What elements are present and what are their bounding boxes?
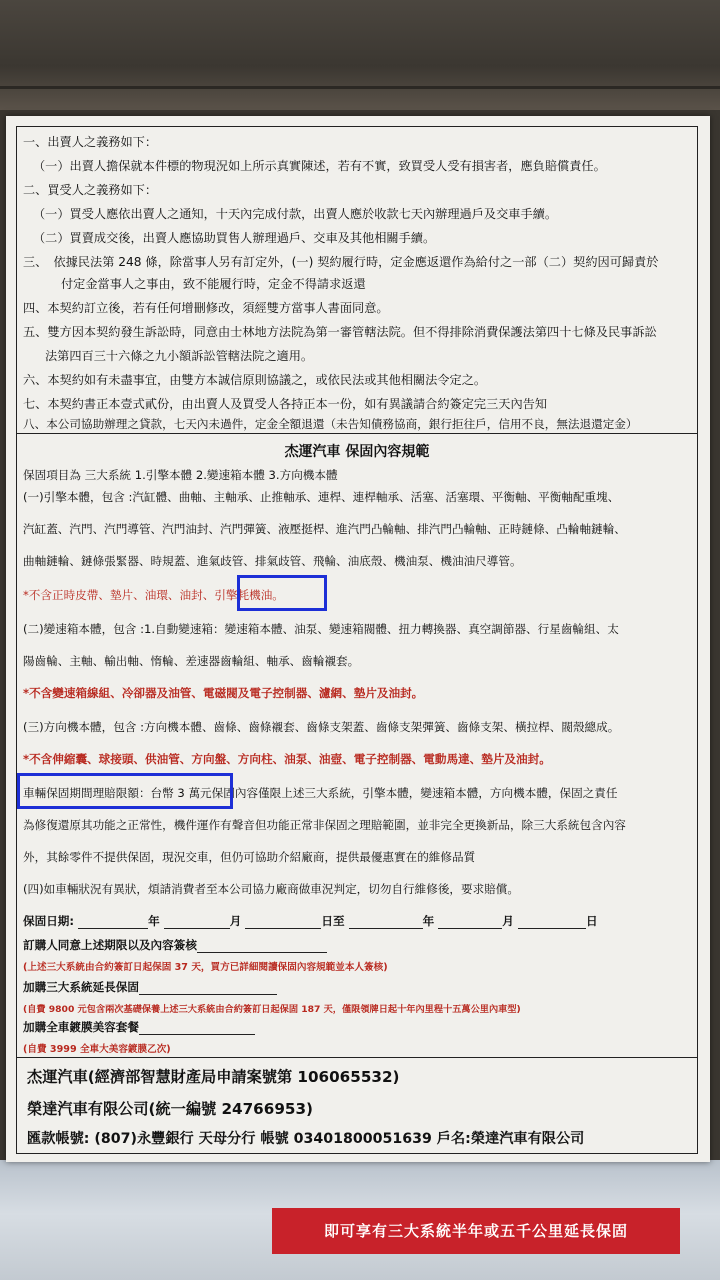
inspection-note: (四)如車輛狀況有異狀，煩請消費者至本公司協力廠商做車況判定，切勿自行維修後，要求賠償。 (23, 882, 519, 896)
agree-signature-field[interactable] (197, 940, 327, 953)
term-line: （一）出賣人擔保就本件標的物現況如上所示真實陳述，若有不實，致買受人受有損害者，應負賠償責任。 (33, 159, 606, 173)
claim-limit-line: 為修復還原其功能之正常性，機件運作有聲音但功能正常非保固之理賠範圍，並非完全更換新品，除三大系統包含內容 (23, 818, 626, 832)
term-line: 七、本契約書正本壹式貳份，由出賣人及買受人各持正本一份，如有異議請合約簽定完三天內告知 (23, 397, 548, 411)
claim-limit-line: 外，其餘零件不提供保固，現況交車，但仍可協助介紹廠商，提供最優惠實在的維修品質 (23, 850, 476, 864)
company-name-line: 杰運汽車(經濟部智慧財產局申請案號第 106065532) (27, 1068, 400, 1086)
month-field-end[interactable] (438, 916, 502, 929)
extension-signature-field[interactable] (139, 982, 277, 995)
transmission-parts-line: 陽齒輪、主軸、輸出軸、惰輪、差速器齒輪組、軸承、齒輪襯套。 (23, 654, 360, 668)
term-line: 法第四百三十六條之九小額訴訟管轄法院之適用。 (45, 349, 314, 363)
claim-limit-label: 車輛保固期間理賠限額：台幣 3 萬元 (23, 786, 212, 800)
term-line: 五、雙方因本契約發生訴訟時，同意由士林地方法院為第一審管轄法院。但不得排除消費保護法第四十七條及民事訴訟 (23, 325, 657, 339)
warranty-period-line (23, 913, 598, 929)
coating-line (23, 1019, 255, 1035)
engine-exclusion-text: *不含正時皮帶、墊片、油環、油封、 (23, 588, 215, 602)
year-field[interactable] (78, 916, 148, 929)
frame-edge (0, 86, 720, 89)
engine-parts-line: 汽缸蓋、汽門、汽門導管、汽門油封、汽門彈簧、液壓挺桿、進汽門凸輪軸、排汽門凸輪軸、正時鏈條、凸輪軸鏈輪、 (23, 522, 626, 536)
red-promo-sign: 即可享有三大系統半年或五千公里延長保固 (272, 1208, 680, 1254)
day-to-unit: 日至 (321, 914, 345, 928)
agree-line (23, 937, 327, 953)
term-line: （一）買受人應依出賣人之通知，十天內完成付款，出賣人應於收款七天內辦理過戶及交車手續。 (33, 207, 558, 221)
document-border (16, 126, 698, 1154)
engine-parts-line: (一)引擎本體，包含 :汽缸體、曲軸、主軸承、止推軸承、連桿、連桿軸承、活塞、活塞環、平衡軸、平衡軸配重塊、 (23, 490, 620, 504)
warranty-section (17, 433, 697, 1039)
transmission-parts-line: (二)變速箱本體，包含 :1.自動變速箱：變速箱本體、油泵、變速箱閥體、扭力轉換器、真空調節器、行星齒輪組、太 (23, 622, 619, 636)
bank-account-line: 匯款帳號: (807)永豐銀行 天母分行 帳號 03401800051639 戶名:榮達汽車有限公司 (27, 1131, 585, 1147)
month-field[interactable] (164, 916, 230, 929)
steering-exclusions: *不含伸縮囊、球接頭、供油管、方向盤、方向柱、油泵、油壺、電子控制器、電動馬達、墊片及油封。 (23, 752, 551, 766)
steering-parts-line: (三)方向機本體，包含 :方向機本體、齒條、齒條襯套、齒條支架蓋、齒條支架彈簧、齒條支架、橫拉桿、閥殼總成。 (23, 720, 620, 734)
company-id-line: 榮達汽車有限公司(統一編號 24766953) (27, 1100, 313, 1118)
day-field[interactable] (245, 916, 321, 929)
highlight-box-claim-limit (17, 773, 233, 809)
extension-note: (自費 9800 元包含兩次基礎保養上述三大系統由合約簽訂日起保固 187 天，僅限領牌日起十年內里程十五萬公里內車型) (23, 1004, 521, 1015)
term-line: 二、買受人之義務如下： (23, 183, 158, 197)
highlight-box-engine-oil (237, 575, 327, 611)
coating-signature-field[interactable] (139, 1022, 255, 1035)
coating-note: (自費 3999 全車大美容鍍膜乙次) (23, 1044, 171, 1055)
year-unit-end: 年 (422, 914, 435, 928)
warranty-items: 保固項目為 三大系統 1.引擎本體 2.變速箱本體 3.方向機本體 (23, 468, 338, 482)
warranty-period-label: 保固日期: (23, 914, 75, 928)
engine-parts-line: 曲軸鏈輪、鏈條張緊器、時規蓋、進氣歧管、排氣歧管、飛輪、油底殼、機油泵、機油油尺導管。 (23, 554, 522, 568)
term-line: 三、 依據民法第 248 條，除當事人另有訂定外，(一) 契約履行時，定金應返還作為給付之一部（二）契約因可歸責於 (23, 255, 659, 269)
company-footer (17, 1057, 697, 1156)
day-field-end[interactable] (518, 916, 586, 929)
term-line: 六、本契約如有未盡事宜，由雙方本誠信原則協議之，或依民法或其他相關法令定之。 (23, 373, 487, 387)
engine-oil-text: 引擎耗機油。 (214, 588, 284, 602)
warranty-title: 杰運汽車 保固內容規範 (284, 444, 430, 460)
agree-label: 訂購人同意上述期限以及內容簽核 (23, 938, 197, 952)
year-unit: 年 (148, 914, 160, 928)
contract-paper (6, 116, 710, 1162)
agree-note: (上述三大系統由合約簽訂日起保固 37 天，買方已詳細閱讀保固內容規範並本人簽核) (23, 962, 388, 973)
term-line: 一、出賣人之義務如下： (23, 135, 158, 149)
month-unit-end: 月 (502, 914, 514, 928)
term-line: 四、本契約訂立後，若有任何增刪修改，須經雙方當事人書面同意。 (23, 301, 389, 315)
extension-label: 加購三大系統延長保固 (23, 980, 139, 994)
transmission-exclusions: *不含變速箱線組、冷卻器及油管、電磁閥及電子控制器、濾網、墊片及油封。 (23, 686, 424, 700)
contract-terms (17, 127, 697, 434)
month-unit: 月 (229, 914, 242, 928)
claim-limit-scope: 保固內容僅限上述三大系統，引擎本體，變速箱本體，方向機本體，保固之責任 (211, 786, 618, 800)
term-line: 付定金當事人之事由，致不能履行時，定金不得請求返還 (61, 277, 366, 291)
coating-label: 加購全車鍍膜美容套餐 (23, 1020, 139, 1034)
year-field-end[interactable] (349, 916, 423, 929)
day-unit-end: 日 (585, 914, 598, 928)
extension-line (23, 979, 277, 995)
term-line: 八、本公司協助辦理之貸款，七天內未過件，定金全額退還（未告知債務協商，銀行拒往戶，信用不良，無法退還定金） (23, 417, 638, 431)
wall-background (0, 0, 720, 110)
term-line: （二）買賣成交後，出賣人應協助買售人辦理過戶、交車及其他相關手續。 (33, 231, 436, 245)
